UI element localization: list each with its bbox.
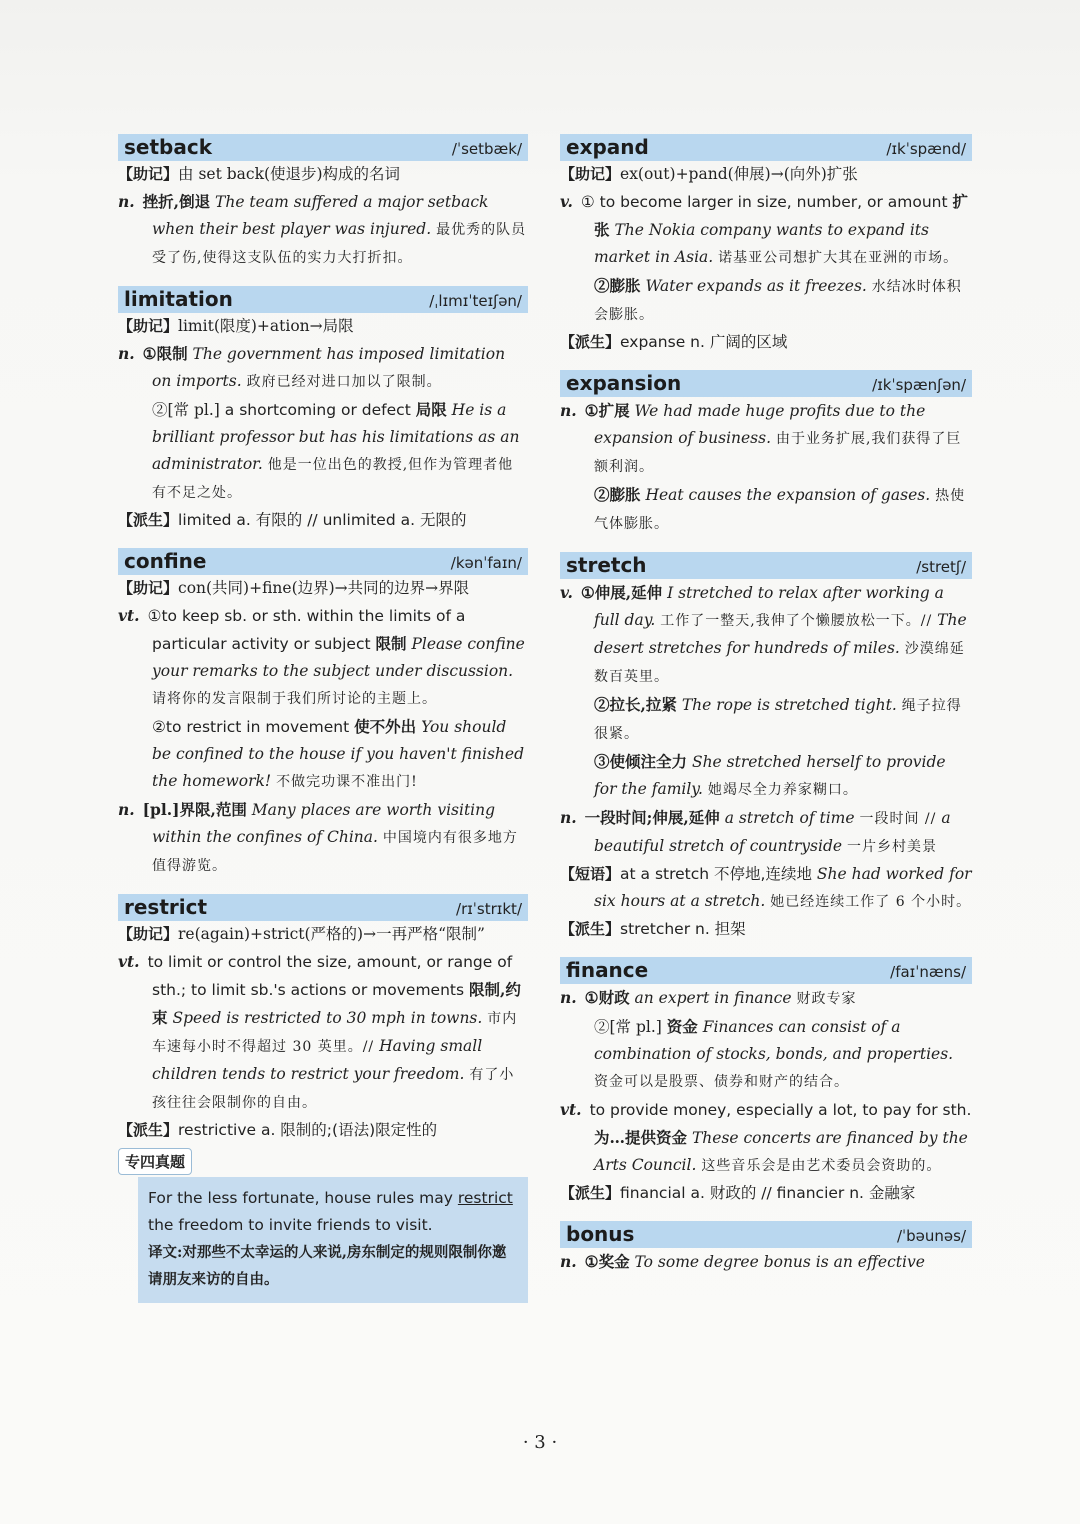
- derivation-line: 【派生】limited a. 有限的 // unlimited a. 无限的: [118, 511, 467, 529]
- sense: ②膨胀 Water expands as it freezes. 水结冰时体积会膨胀。: [594, 276, 962, 323]
- entry-expand: [560, 134, 972, 356]
- headword-bar: [560, 1221, 972, 1248]
- entry-restrict: [118, 894, 528, 1303]
- entry-confine: [118, 548, 528, 880]
- underlined-word: restrict: [457, 1189, 513, 1207]
- sense: n. ①财政 an expert in finance 财政专家: [560, 988, 857, 1007]
- headword: confine: [124, 549, 207, 573]
- sense: n. ①限制 The government has imposed limitation on imports. 政府已经对进口加以了限制。: [118, 344, 506, 390]
- headword-bar: [118, 548, 528, 575]
- headword: setback: [124, 135, 212, 159]
- sense: ③使倾注全力 She stretched herself to provide for the family. 她竭尽全力养家糊口。: [594, 752, 946, 798]
- headword-bar: [118, 134, 528, 161]
- sense: ②拉长,拉紧 The rope is stretched tight. 绳子拉得很紧。: [594, 695, 962, 742]
- sense: ②[常 pl.] a shortcoming or defect 局限 He is a brilliant professor but has his limitations as an administrator. 他是一位出色的教授,但作为管理者他有不足之处。: [152, 400, 520, 501]
- sense: vt. ①to keep sb. or sth. within the limits of a particular activity or subject 限制 Please confine your remarks to the subject under discussion. 请将你的发言限制于我们所讨论的主题上。: [118, 606, 525, 707]
- phonetic: /ˈsetbæk/: [451, 140, 522, 158]
- phonetic: /ɪkˈspænʃən/: [872, 376, 966, 394]
- sense: v. ① to become larger in size, number, or amount 扩张 The Nokia company wants to expand its market in Asia. 诺基亚公司想扩大其在亚洲的市场。: [560, 192, 969, 266]
- phonetic: /faɪˈnæns/: [890, 963, 966, 981]
- headword: limitation: [124, 287, 233, 311]
- mnemonic-line: 【助记】con(共同)+fine(边界)→共同的边界→界限: [118, 579, 470, 597]
- phonetic: /stretʃ/: [916, 558, 966, 576]
- page-number: · 3 ·: [522, 1432, 558, 1453]
- sense: n. ①扩展 We had made huge profits due to the expansion of business. 由于业务扩展,我们获得了巨额利润。: [560, 401, 962, 475]
- headword-bar: [560, 552, 972, 579]
- phonetic: /kənˈfaɪn/: [450, 554, 522, 572]
- entry-limitation: [118, 286, 528, 534]
- headword: finance: [566, 958, 649, 982]
- sense: v. ①伸展,延伸 I stretched to relax after working a full day. 工作了一整天,我伸了个懒腰放松一下。// The desert stretches for hundreds of miles. 沙漠绵延数百英里。: [560, 583, 967, 685]
- exam-translation: 译文:对那些不太幸运的人来说,房东制定的规则限制你邀请朋友来访的自由。: [148, 1244, 507, 1288]
- headword-bar: [118, 286, 528, 313]
- sense: ②膨胀 Heat causes the expansion of gases. 热使气体膨胀。: [594, 485, 966, 532]
- entry-setback: [118, 134, 528, 272]
- mnemonic-line: 【助记】limit(限度)+ation→局限: [118, 317, 354, 335]
- derivation-line: 【派生】expanse n. 广阔的区域: [560, 333, 788, 351]
- sense: n. 挫折,倒退 The team suffered a major setback when their best player was injured. 最优秀的队员受了伤,使得这支队伍的实力大打折扣。: [118, 192, 527, 266]
- headword: bonus: [566, 1222, 635, 1246]
- entry-stretch: [560, 552, 972, 943]
- headword: stretch: [566, 553, 647, 577]
- headword: expand: [566, 135, 649, 159]
- sense: vt. to limit or control the size, amount, or range of sth.; to limit sb.'s actions or movements 限制,约束 Speed is restricted to 30 mph in towns. 市内车速每小时不得超过 30 英里。// Having small children tends to restrict your freedom. 有了小孩往往会限制你的自由。: [118, 952, 521, 1111]
- phonetic: /ˈbəunəs/: [896, 1227, 966, 1245]
- derivation-line: 【派生】stretcher n. 担架: [560, 920, 746, 938]
- headword-bar: [118, 894, 528, 921]
- entry-expansion: [560, 370, 972, 538]
- phonetic: /rɪˈstrɪkt/: [456, 900, 522, 918]
- exam-box: [138, 1177, 528, 1303]
- sense: ②[常 pl.] 资金 Finances can consist of a combination of stocks, bonds, and properties. 资金可以是股票、债券和财产的结合。: [594, 1017, 954, 1090]
- sense: n. ①奖金 To some degree bonus is an effective: [560, 1252, 925, 1271]
- mnemonic-line: 【助记】re(again)+strict(严格的)→一再严格“限制”: [118, 925, 485, 943]
- phonetic: /ɪkˈspænd/: [886, 140, 966, 158]
- headword: expansion: [566, 371, 682, 395]
- mnemonic-line: 【助记】由 set back(使退步)构成的名词: [118, 165, 401, 183]
- entry-finance: [560, 957, 972, 1207]
- derivation-line: 【派生】financial a. 财政的 // financier n. 金融家: [560, 1184, 916, 1202]
- phrase-line: 【短语】at a stretch 不停地,连续地 She had worked for six hours at a stretch. 她已经连续工作了 6 个小时。: [560, 865, 972, 910]
- left-column: [118, 134, 528, 1317]
- sense: ②to restrict in movement 使不外出 You should be confined to the house if you haven't finished the homework! 不做完功课不准出门!: [152, 717, 524, 790]
- headword-bar: [560, 370, 972, 397]
- headword-bar: [560, 957, 972, 984]
- phonetic: /ˌlɪmɪˈteɪʃən/: [429, 292, 522, 310]
- sense: n. 一段时间;伸展,延伸 a stretch of time 一段时间 // a beautiful stretch of countryside 一片乡村美景: [560, 808, 951, 855]
- headword: restrict: [124, 895, 208, 919]
- sense: n. [pl.]界限,范围 Many places are worth visiting within the confines of China. 中国境内有很多地方值得游览。: [118, 800, 518, 874]
- right-column: [560, 134, 972, 1290]
- mnemonic-line: 【助记】ex(out)+pand(伸展)→(向外)扩张: [560, 165, 858, 183]
- sense: vt. to provide money, especially a lot, to pay for sth. 为…提供资金 These concerts are financed by the Arts Council. 这些音乐会是由艺术委员会资助的。: [560, 1100, 972, 1174]
- exam-sentence: For the less fortunate, house rules may restrict the freedom to invite friends to visit.: [148, 1189, 513, 1234]
- entry-bonus: [560, 1221, 972, 1276]
- headword-bar: [560, 134, 972, 161]
- derivation-line: 【派生】restrictive a. 限制的;(语法)限定性的: [118, 1121, 438, 1139]
- exam-badge: 专四真题: [118, 1148, 192, 1175]
